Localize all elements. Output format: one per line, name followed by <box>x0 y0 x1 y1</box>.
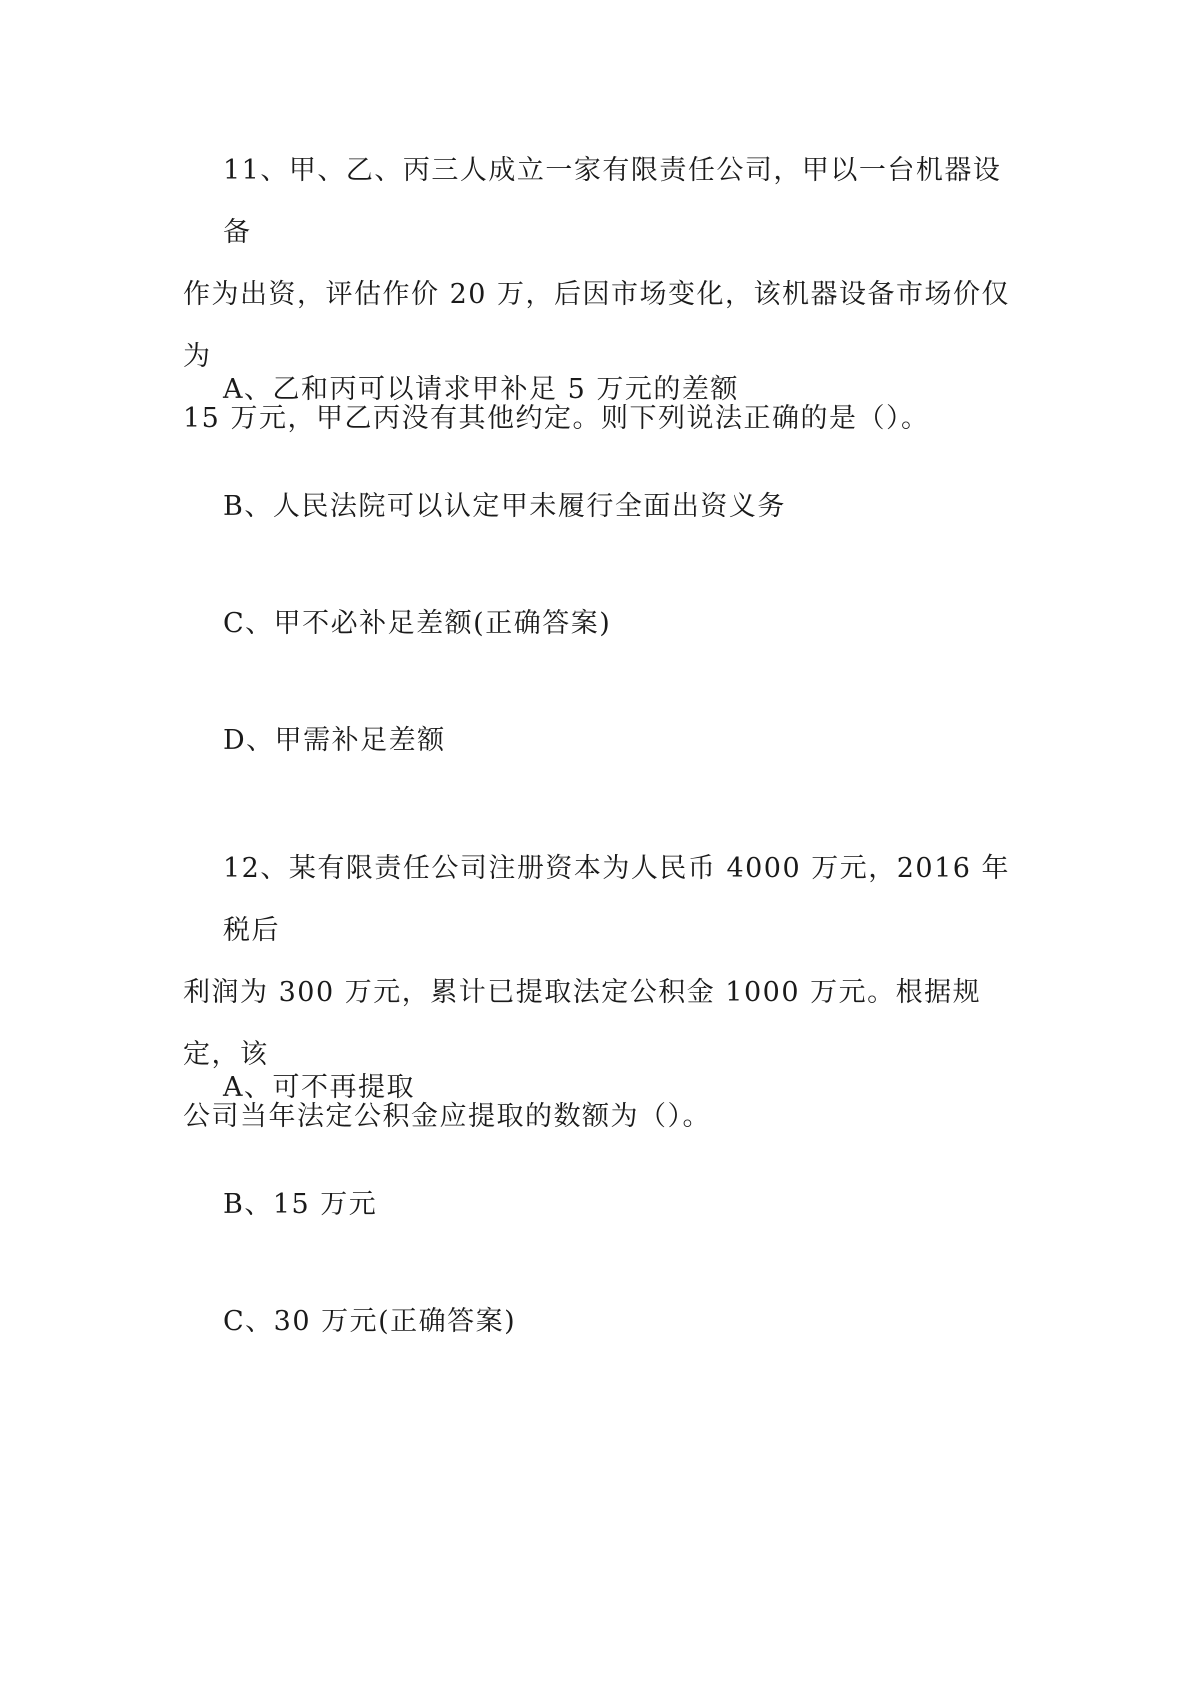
question-11-option-d: D、甲需补足差额 <box>223 725 446 756</box>
question-11-option-b: B、人民法院可以认定甲未履行全面出资义务 <box>223 491 786 522</box>
question-11-line-2: 作为出资，评估作价 20 万，后因市场变化，该机器设备市场价仅为 <box>183 279 1011 372</box>
question-12-option-a: A、可不再提取 <box>223 1072 415 1103</box>
question-11-option-a: A、乙和丙可以请求甲补足 5 万元的差额 <box>223 374 739 405</box>
question-12-line-3: 公司当年法定公积金应提取的数额为（）。 <box>183 1101 711 1132</box>
question-12-option-c: C、30 万元(正确答案) <box>223 1306 517 1337</box>
question-11-line-1: 11、甲、乙、丙三人成立一家有限责任公司，甲以一台机器设备 <box>223 155 1002 248</box>
question-12-line-1: 12、某有限责任公司注册资本为人民币 4000 万元，2016 年税后 <box>223 853 1011 946</box>
question-11-option-c: C、甲不必补足差额(正确答案) <box>223 608 612 639</box>
question-12-option-b: B、15 万元 <box>223 1189 378 1220</box>
question-12-line-2: 利润为 300 万元，累计已提取法定公积金 1000 万元。根据规定，该 <box>183 977 982 1070</box>
question-11-line-3: 15 万元，甲乙丙没有其他约定。则下列说法正确的是（）。 <box>183 403 930 434</box>
